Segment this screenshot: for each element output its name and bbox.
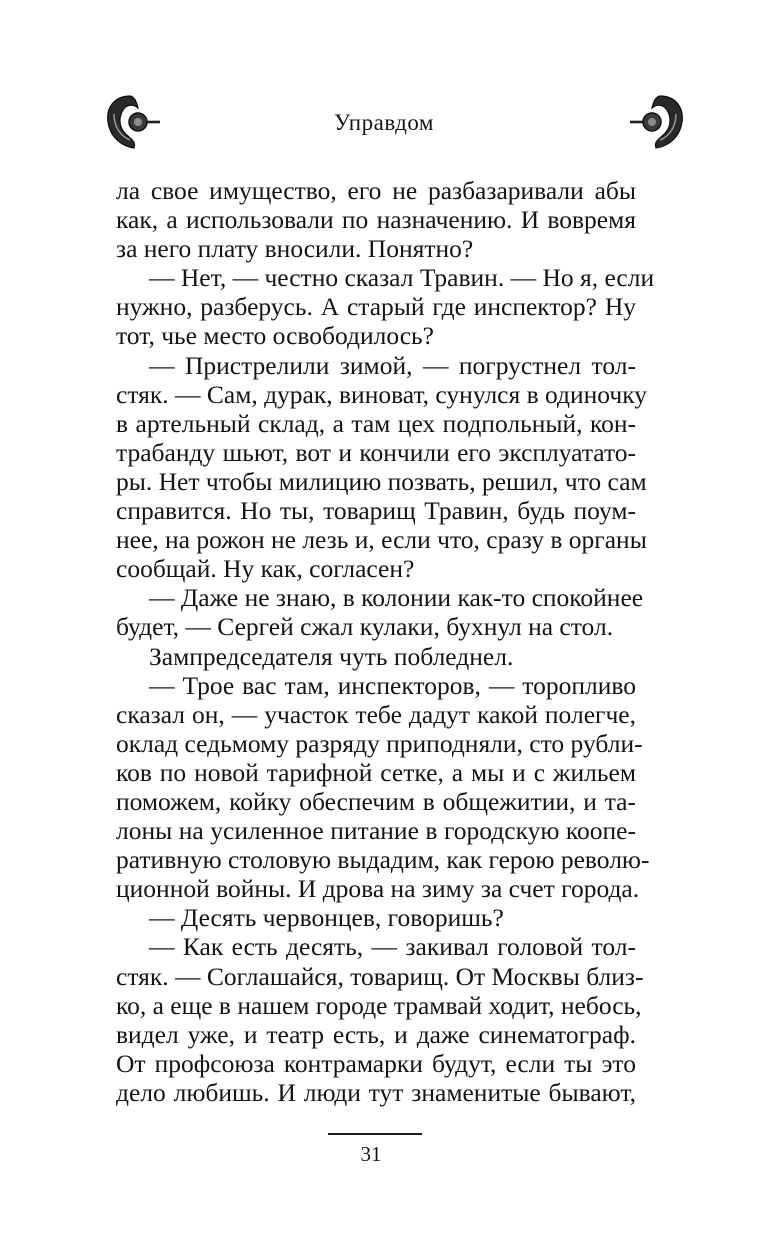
text-line: нужно, разберусь. А старый где инспектор? Ну	[116, 292, 636, 322]
text-line: — Как есть десять, — закивал головой тол-	[149, 932, 636, 962]
body-text	[116, 176, 655, 1107]
text-line: как, а использовали по назначению. И вовремя	[116, 205, 636, 235]
text-line: ры. Нет чтобы милицию позвать, решил, что сам	[116, 466, 647, 496]
text-line: — Десять червонцев, говоришь?	[149, 903, 504, 933]
text-line: — Пристрелили зимой, — погрустнел тол-	[149, 350, 636, 380]
text-line: — Нет, — честно сказал Травин. — Но я, если	[149, 263, 655, 293]
text-line: стяк. — Соглашайся, товарищ. От Москвы близ-	[116, 961, 644, 991]
text-line: Зампредседателя чуть побледнел.	[149, 641, 514, 671]
page-header	[0, 92, 768, 162]
scroll-ornament-right-icon	[470, 92, 690, 162]
running-title: Управдом	[334, 110, 434, 135]
text-line: ционной войны. И дрова на зиму за счет города.	[116, 874, 640, 904]
text-line: нее, на рожон не лезь и, если что, сразу в органы	[116, 525, 647, 555]
text-line: ла свое имущество, его не разбазаривали абы	[116, 176, 636, 205]
text-line: справится. Но ты, товарищ Травин, будь поум-	[116, 496, 636, 526]
text-line: ков по новой тарифной сетке, а мы и с жильем	[116, 757, 636, 787]
text-line: — Трое вас там, инспекторов, — торопливо	[149, 670, 636, 700]
text-line: стяк. — Сам, дурак, виноват, сунулся в одиночку	[116, 379, 647, 409]
text-line: лоны на усиленное питание в городскую коопе-	[116, 816, 636, 846]
text-line: ративную столовую выдадим, как герою револю-	[116, 845, 650, 875]
text-line: дело любишь. И люди тут знаменитые бывают,	[116, 1077, 636, 1107]
text-line: тот, чье место освободилось?	[116, 321, 434, 351]
text-line: сообщай. Ну как, согласен?	[116, 554, 415, 584]
text-line: оклад седьмому разряду приподняли, сто рубли-	[116, 728, 643, 758]
text-line: сказал он, — участок тебе дадут какой полегче,	[116, 699, 636, 729]
text-line: трабанду шьют, вот и кончили его эксплуатато-	[116, 437, 636, 467]
text-line: в артельный склад, а там цех подпольный, кон-	[116, 408, 636, 438]
text-line: поможем, койку обеспечим в общежитии, и та-	[116, 786, 636, 816]
text-line: От профсоюза контрамарки будут, если ты это	[116, 1048, 636, 1078]
text-line: видел уже, и театр есть, и даже синематограф.	[116, 1019, 636, 1049]
folio-divider	[328, 1133, 422, 1135]
text-line: за него плату вносили. Понятно?	[116, 234, 474, 264]
page-number: 31	[360, 1142, 382, 1166]
text-line: ко, а еще в нашем городе трамвай ходит, небось,	[116, 990, 642, 1020]
text-line: — Даже не знаю, в колонии как-то спокойнее	[149, 583, 644, 613]
text-line: будет, — Сергей сжал кулаки, бухнул на стол.	[116, 612, 614, 642]
